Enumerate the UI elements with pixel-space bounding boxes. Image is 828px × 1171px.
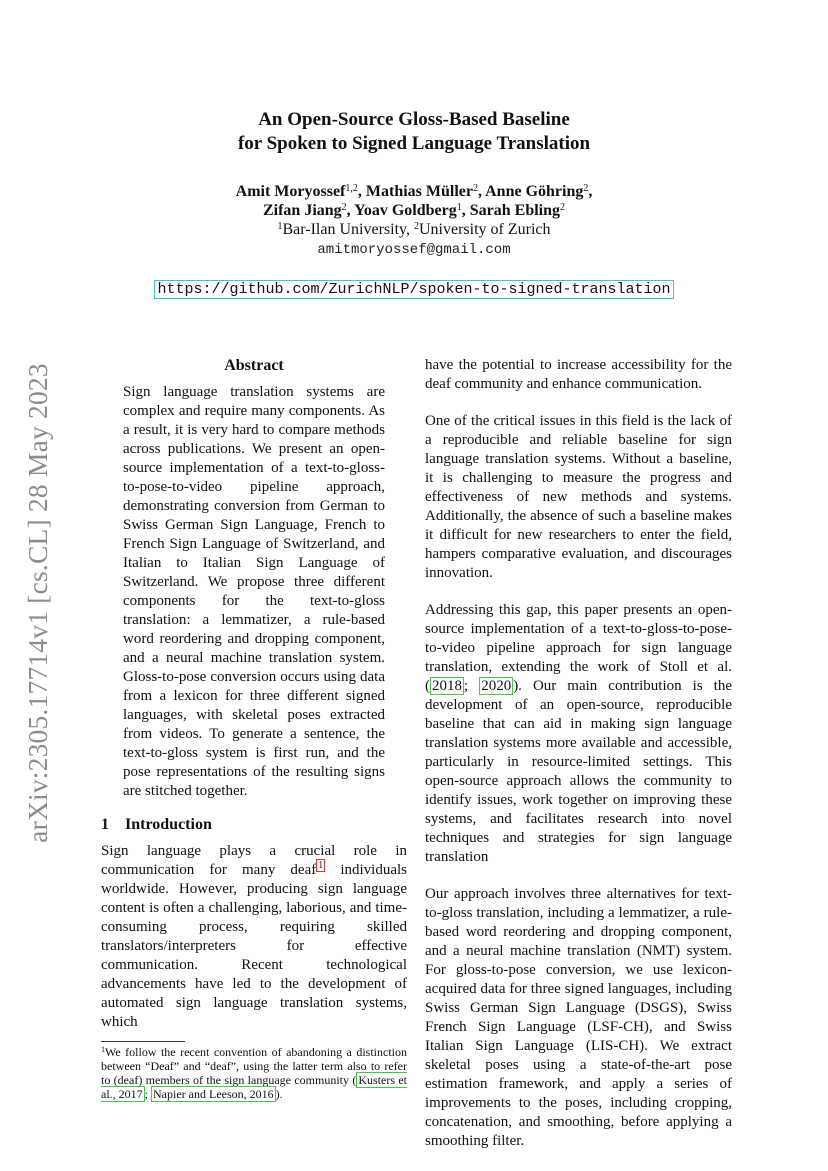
citation-link[interactable]: 2018 [432,678,462,694]
author-block [0,182,828,260]
author-affiliation-mark: 2 [472,183,478,194]
author-name: Yoav Goldberg [354,202,457,219]
citation-separator: ; [144,1087,152,1101]
paragraph-text: Addressing this gap, this paper presents an open-source implementation of a text-to-gloss-to-pose-to-video pipeline approach for sign language translation, extending the work of Stoll et al. ( [425,602,732,694]
left-column [101,356,407,1101]
paragraph-text: Sign language plays a crucial role in communication for many deaf [101,843,407,878]
affiliation-mark: 2 [413,221,419,232]
body-paragraph: One of the critical issues in this field is the lack of a reproducible and reliable baseline for sign language translation systems. Without a baseline, it is challenging to measure the progress and effectiveness of new methods and systems. Additionally, the absence of such a baseline makes it difficult for new researchers to enter the field, hampers comparative evaluation, and discourages innovation. [425,413,732,581]
citation-link[interactable]: 2020 [481,678,512,694]
abstract-heading: Abstract [224,357,284,374]
arxiv-identifier-text: arXiv:2305.17714v1 [cs.CL] 28 May 2023 [22,362,53,843]
author-affiliation-mark: 2 [560,202,566,213]
section-title: Introduction [125,816,212,833]
author-name: Mathias Müller [365,183,473,200]
affiliation-2: University of Zurich [418,221,551,238]
section-heading-introduction [101,815,407,834]
title-line-2: for Spoken to Signed Language Translation [237,133,591,154]
author-name: Amit Moryossef [235,183,346,200]
author-separator: , [588,183,593,200]
affiliation-mark: 1 [277,221,283,232]
footnote-text: We follow the recent convention of abandoning a distinction between “Deaf” and “deaf”, using the latter term also to refer to (deaf) members of the sign language community ( [101,1045,407,1087]
citation-link[interactable]: Kusters et al., 2017 [101,1073,407,1101]
author-names-line-2 [0,201,828,220]
author-affiliation-mark: 2 [583,183,589,194]
body-paragraph [425,601,732,867]
footnote-link[interactable]: 1 [318,860,324,871]
footnote-mark: 1 [101,1045,105,1054]
author-separator: , [461,202,470,219]
footnote-divider [101,1041,185,1042]
author-name: Sarah Ebling [469,202,561,219]
repository-link-row [0,280,828,298]
title-line-1: An Open-Source Gloss-Based Baseline [258,109,570,130]
paragraph-text: ). Our main contribution is the development of an open-source, reproducible baseline that can aid in making sign language translation systems more available and accessible, particularly in resource-limited settings. This open-source approach allows the community to identify issues, work together on improving these systems, and facilitates research into novel techniques and strategies for sign language translation [425,678,732,865]
author-names-line-1 [0,182,828,201]
author-name: Anne Göhring [485,183,584,200]
paragraph-text: individuals worldwide. However, producing sign language content is often a challenging, laborious, and time-consuming process, requiring skilled translators/interpreters for effective communication. Recent technological advancements have led to the development of automated sign language translation systems, which [101,862,407,1030]
author-affiliation-mark: 2 [341,202,347,213]
contact-email: amitmoryossef@gmail.com [317,242,511,258]
section-number: 1 [101,816,109,833]
citation-link[interactable]: Napier and Leeson, 2016 [153,1087,274,1101]
citation-separator: ; [464,678,480,694]
footnote [101,1045,407,1101]
arxiv-identifier [16,355,60,850]
affiliation-1: Bar-Ilan University, [282,221,414,238]
body-paragraph: have the potential to increase accessibility for the deaf community and enhance communication. [425,357,732,392]
paper-title [0,108,828,156]
author-affiliation-mark: 1 [456,202,462,213]
repository-link[interactable]: https://github.com/ZurichNLP/spoken-to-signed-translation [154,280,673,299]
author-separator: , [346,202,355,219]
author-affiliation-mark: 1,2 [345,183,358,194]
abstract-text: Sign language translation systems are complex and require many components. As a result, it is very hard to compare methods across publications. We present an open-source implementation of a text-to-gloss-to-pose-to-video pipeline approach, demonstrating conversion from German to Swiss German Sign Language, French to French Sign Language of Switzerland, and Italian to Italian Sign Language of Switzerland. We propose three different components for the text-to-gloss translation: a lemmatizer, a rule-based word reordering and dropping component, and a neural machine translation system. Gloss-to-pose conversion occurs using data from a lexicon for three different signed languages, with skeletal poses extracted from videos. To generate a sentence, the text-to-gloss system is first run, and the pose representations of the resulting signs are stitched together. [123,384,385,799]
footnote-text: ). [275,1087,283,1101]
introduction-paragraph [101,842,407,1032]
body-paragraph: Our approach involves three alternatives for text-to-gloss translation, including a lemmatizer, a rule-based word reordering and dropping component, and a neural machine translation (NMT) system. For gloss-to-pose conversion, we use lexicon-acquired data for three signed languages, including Swiss German Sign Language (DSGS), Swiss French Sign Language (LSF-CH), and Swiss Italian Sign Language (LIS-CH). We extract skeletal poses using a state-of-the-art pose estimation framework, and apply a series of improvements to the poses, including cropping, concatenation, and smoothing, before applying a smoothing filter. [425,886,732,1149]
author-name: Zifan Jiang [262,202,342,219]
author-separator: , [477,183,486,200]
affiliations [0,220,828,239]
author-separator: , [357,183,366,200]
right-column [425,356,732,1151]
